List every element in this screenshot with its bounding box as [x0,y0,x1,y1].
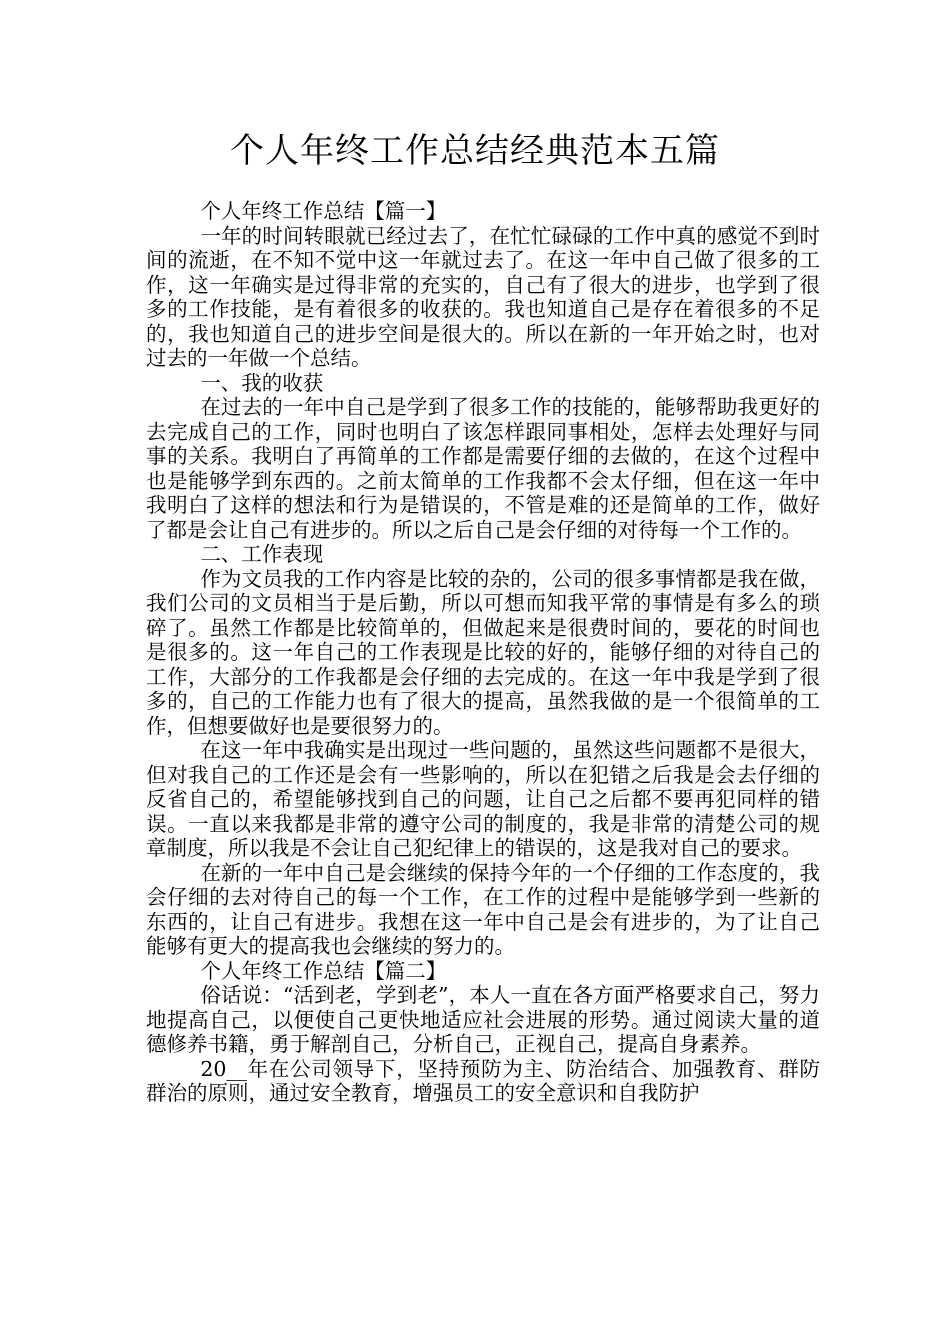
body-paragraph: 在过去的一年中自己是学到了很多工作的技能的，能够帮助我更好的去完成自己的工作，同时也明白了该怎样跟同事相处，怎样去处理好与同事的关系。我明白了再简单的工作都是需要仔细的去做的，在这个过程中也是能够学到东西的。之前太简单的工作我都不会太仔细，但在这一年中我明白了这样的想法和行为是错误的，不管是难的还是简单的工作，做好了都是会让自己有进步的。所以之后自己是会仔细的对待每一个工作的。 [146,395,820,542]
body-paragraph: 一年的时间转眼就已经过去了，在忙忙碌碌的工作中真的感觉不到时间的流逝，在不知不觉中这一年就过去了。在这一年中自己做了很多的工作，这一年确实是过得非常的充实的，自己有了很大的进步，也学到了很多的工作技能，是有着很多的收获的。我也知道自己是存在着很多的不足的，我也知道自己的进步空间是很大的。所以在新的一年开始之时，也对过去的一年做一个总结。 [146,223,820,370]
section-heading-harvest: 一、我的收获 [200,370,324,395]
document-body [146,199,820,1106]
section-heading-part-2: 个人年终工作总结【篇二】 [200,958,447,983]
section-heading-performance: 二、工作表现 [200,542,324,566]
body-paragraph: 在新的一年中自己是会继续的保持今年的一个仔细的工作态度的，我会仔细的去对待自己的每一个工作，在工作的过程中是能够学到一些新的东西的，让自己有进步。我想在这一年中自己是会有进步的，为了让自己能够有更大的提高我也会继续的努力的。 [146,860,820,958]
body-paragraph: 俗话说：“活到老，学到老”，本人一直在各方面严格要求自己，努力地提高自己，以便使自己更快地适应社会进展的形势。通过阅读大量的道德修养书籍，勇于解剖自己，分析自己，正视自己，提高自身素养。 [146,983,820,1056]
body-paragraph: 在这一年中我确实是出现过一些问题的，虽然这些问题都不是很大，但对我自己的工作还是会有一些影响的，所以在犯错之后我是会去仔细的反省自己的，希望能够找到自己的问题，让自己之后都不要再犯同样的错误。一直以来我都是非常的遵守公司的制度的，我是非常的清楚公司的规章制度，所以我是不会让自己犯纪律上的错误的，这是我对自己的要求。 [146,738,820,860]
document-title: 个人年终工作总结经典范本五篇 [230,131,720,171]
body-paragraph: 作为文员我的工作内容是比较的杂的，公司的很多事情都是我在做，我们公司的文员相当于是后勤，所以可想而知我平常的事情是有多么的琐碎了。虽然工作都是比较简单的，但做起来是很费时间的，要花的时间也是很多的。这一年自己的工作表现是比较的好的，能够仔细的对待自己的工作，大部分的工作我都是会仔细的去完成的。在这一年中我是学到了很多的，自己的工作能力也有了很大的提高，虽然我做的是一个很简单的工作，但想要做好也是要很努力的。 [146,566,820,738]
section-heading-part-1: 个人年终工作总结【篇一】 [200,199,447,223]
body-paragraph: 20__年在公司领导下，坚持预防为主、防治结合、加强教育、群防群治的原则，通过安全教育，增强员工的安全意识和自我防护 [146,1056,820,1105]
